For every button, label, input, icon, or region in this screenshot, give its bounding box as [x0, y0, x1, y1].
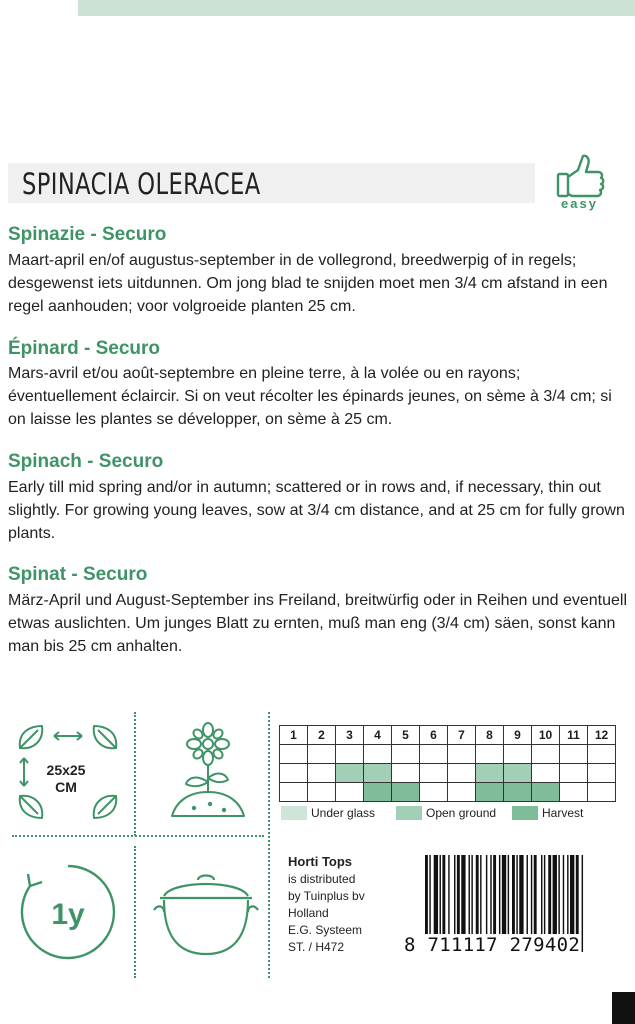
calendar-cell	[392, 764, 420, 783]
vertical-divider	[268, 712, 270, 978]
month-label: 1	[280, 726, 308, 745]
barcode-bar	[582, 855, 583, 952]
brand-name: Horti Tops	[288, 854, 353, 869]
barcode-number: 8 711117 279402	[404, 934, 581, 956]
month-label: 6	[420, 726, 448, 745]
month-label: 2	[308, 726, 336, 745]
calendar-cell	[336, 745, 364, 764]
legend-label: Harvest	[542, 806, 584, 820]
top-color-bar	[78, 0, 635, 16]
calendar-cell	[336, 783, 364, 802]
calendar-cell	[308, 783, 336, 802]
vertical-divider	[134, 712, 136, 836]
calendar-cell	[420, 745, 448, 764]
calendar-cell	[476, 764, 504, 783]
month-label: 7	[448, 726, 476, 745]
calendar-row-harvest	[280, 783, 616, 802]
month-label: 4	[364, 726, 392, 745]
calendar-cell	[364, 764, 392, 783]
calendar-cell	[448, 783, 476, 802]
section-text-german: März-April und August-September ins Freiland, breitwürfig oder in Reihen und eventuell etwas auslichten. Um junges Blatt zu ernten, muß man eng (3/4 cm) säen, sonst kann man bis 25 cm anhalten.	[8, 592, 627, 655]
legend-swatch	[512, 806, 538, 820]
month-label: 3	[336, 726, 364, 745]
calendar-cell	[504, 764, 532, 783]
section-title-german: Spinat - Securo	[8, 564, 148, 585]
section-text-english: Early till mid spring and/or in autumn; scattered or in rows and, if necessary, thin out slightly. For growing young leaves, sow at 3/4 cm distance, and at 25 cm for fully grown plants.	[8, 479, 625, 542]
distributor-line: by Tuinplus bv	[288, 889, 365, 903]
distributor-line: is distributed	[288, 872, 356, 886]
easy-label: easy	[561, 196, 598, 211]
calendar-cell	[588, 783, 616, 802]
calendar-cell	[448, 745, 476, 764]
spacing-unit: CM	[55, 779, 77, 795]
month-label: 12	[588, 726, 616, 745]
vertical-divider	[134, 846, 136, 978]
sowing-calendar	[279, 725, 616, 802]
species-name: SPINACIA OLERACEA	[22, 167, 261, 201]
distributor-line: Holland	[288, 906, 329, 920]
cooking-pot-icon	[150, 866, 262, 962]
plant-sowing-icon	[166, 722, 250, 820]
lifespan-label: 1y	[51, 898, 85, 931]
calendar-cell	[420, 764, 448, 783]
calendar-cell	[532, 764, 560, 783]
legend-swatch	[281, 806, 307, 820]
spacing-value: 25x25	[46, 762, 86, 778]
calendar-cell	[280, 745, 308, 764]
calendar-cell	[364, 745, 392, 764]
calendar-cell	[308, 745, 336, 764]
legend-open-ground	[396, 806, 496, 820]
legend-under-glass	[281, 806, 375, 820]
calendar-cell	[532, 783, 560, 802]
month-label: 8	[476, 726, 504, 745]
calendar-cell	[588, 745, 616, 764]
calendar-cell	[392, 745, 420, 764]
month-label: 10	[532, 726, 560, 745]
distributor-info	[288, 853, 365, 956]
calendar-cell	[336, 764, 364, 783]
calendar-cell	[392, 783, 420, 802]
calendar-cell	[364, 783, 392, 802]
calendar-row-open-ground	[280, 764, 616, 783]
calendar-cell	[560, 745, 588, 764]
calendar-cell	[504, 745, 532, 764]
one-year-cycle-icon	[16, 860, 120, 964]
calendar-cell	[504, 783, 532, 802]
legend-harvest	[512, 806, 583, 820]
section-text-dutch: Maart-april en/of augustus-september in de vollegrond, breedwerpig of in regels; desgewenst iets uitdunnen. Om jong blad te snijden moet men 3/4 cm afstand in een regel aanhouden; voor volgroeide planten 25 cm.	[8, 252, 608, 315]
calendar-cell	[532, 745, 560, 764]
horizontal-divider	[12, 835, 264, 837]
section-title-dutch: Spinazie - Securo	[8, 224, 167, 245]
calendar-cell	[448, 764, 476, 783]
section-text-french: Mars-avril et/ou août-septembre en pleine terre, à la volée ou en rayons; éventuellement éclaircir. Si on veut récolter les épinards jeunes, on sème à 3/4 cm; si on laisse les plantes se développer, on sème à 25 cm.	[8, 365, 612, 428]
month-label: 5	[392, 726, 420, 745]
month-label: 9	[504, 726, 532, 745]
calendar-cell	[420, 783, 448, 802]
calendar-cell	[560, 783, 588, 802]
calendar-header-row	[280, 726, 616, 745]
month-label: 11	[560, 726, 588, 745]
corner-block	[612, 992, 635, 1024]
calendar-row-under-glass	[280, 745, 616, 764]
legend-label: Under glass	[311, 806, 376, 820]
calendar-cell	[476, 745, 504, 764]
legend-swatch	[396, 806, 422, 820]
distributor-line: ST. / H472	[288, 940, 345, 954]
section-title-french: Épinard - Securo	[8, 338, 161, 359]
calendar-cell	[280, 764, 308, 783]
legend-label: Open ground	[426, 806, 497, 820]
calendar-cell	[560, 764, 588, 783]
section-title-english: Spinach - Securo	[8, 451, 164, 472]
calendar-cell	[476, 783, 504, 802]
calendar-cell	[308, 764, 336, 783]
distributor-line: E.G. Systeem	[288, 923, 363, 937]
calendar-cell	[280, 783, 308, 802]
calendar-cell	[588, 764, 616, 783]
spacing-label	[44, 762, 88, 796]
